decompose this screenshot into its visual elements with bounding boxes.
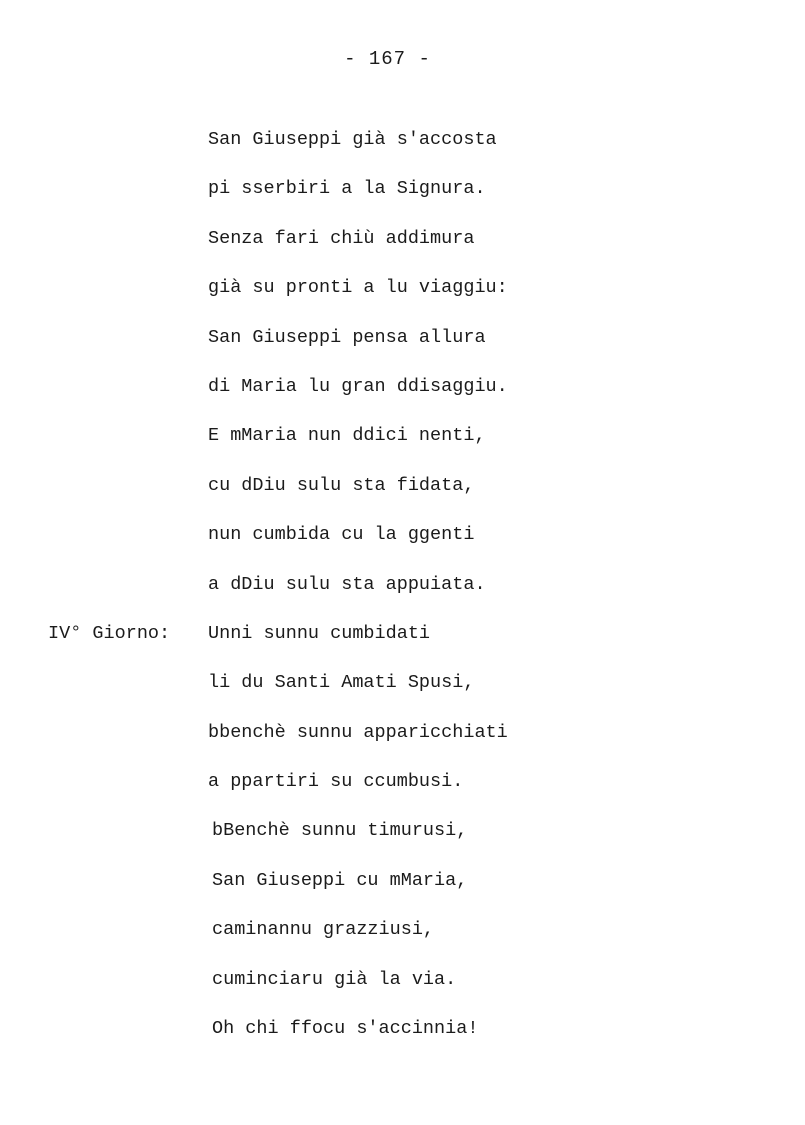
verse-line: [0, 817, 805, 866]
verse-line-text: E mMaria nun ddici nenti,: [208, 425, 486, 447]
verse-line-text: cu dDiu sulu sta fidata,: [208, 474, 475, 496]
verse-line: [0, 867, 805, 916]
verse-line: [0, 916, 805, 965]
verse-line: [0, 571, 805, 620]
day-marker: IV° Giorno:: [48, 622, 171, 644]
verse-line-text: San Giuseppi cu mMaria,: [212, 869, 468, 891]
verse-line-text: pi sserbiri a la Signura.: [208, 178, 486, 200]
verse-line: [0, 373, 805, 422]
verse-line: [0, 422, 805, 471]
verse-line: [0, 324, 805, 373]
verse-line-text: nun cumbida cu la ggenti: [208, 524, 475, 546]
verse-line-text: caminannu grazziusi,: [212, 919, 435, 941]
verse-line: [0, 126, 805, 175]
page-number: - 167 -: [344, 48, 431, 70]
verse-line-text: a ppartiri su ccumbusi.: [208, 771, 464, 793]
verse-line: [0, 175, 805, 224]
verse-line-text: San Giuseppi pensa allura: [208, 326, 486, 348]
verse-line-text: bBenchè sunnu timurusi,: [212, 820, 468, 842]
verse-line-text: a dDiu sulu sta appuiata.: [208, 573, 486, 595]
verse-line: [0, 669, 805, 718]
verse-line: [0, 719, 805, 768]
verse-line-text: San Giuseppi già s'accosta: [208, 129, 497, 150]
verse-line: [0, 274, 805, 323]
verse-line: [0, 966, 805, 1015]
verse-line-text: di Maria lu gran ddisaggiu.: [208, 375, 508, 397]
verse-line-text: Senza fari chiù addimura: [208, 227, 475, 249]
verse-line-text: Unni sunnu cumbidati: [208, 622, 431, 644]
verse-line-text: Oh chi ffocu s'accinnia!: [212, 1018, 479, 1040]
verse-line: [0, 1015, 805, 1064]
verse-line-with-day-marker: [0, 620, 805, 669]
verse-line-text: già su pronti a lu viaggiu:: [208, 277, 508, 299]
verse-line: [0, 768, 805, 817]
verse-line: [0, 472, 805, 521]
verse-line-text: cuminciaru già la via.: [212, 968, 457, 990]
verse-line-text: bbenchè sunnu apparicchiati: [208, 721, 508, 743]
verse-line: [0, 225, 805, 274]
verse-line: [0, 521, 805, 570]
verse-line-text: li du Santi Amati Spusi,: [208, 672, 475, 694]
verse-block: [0, 126, 805, 1064]
